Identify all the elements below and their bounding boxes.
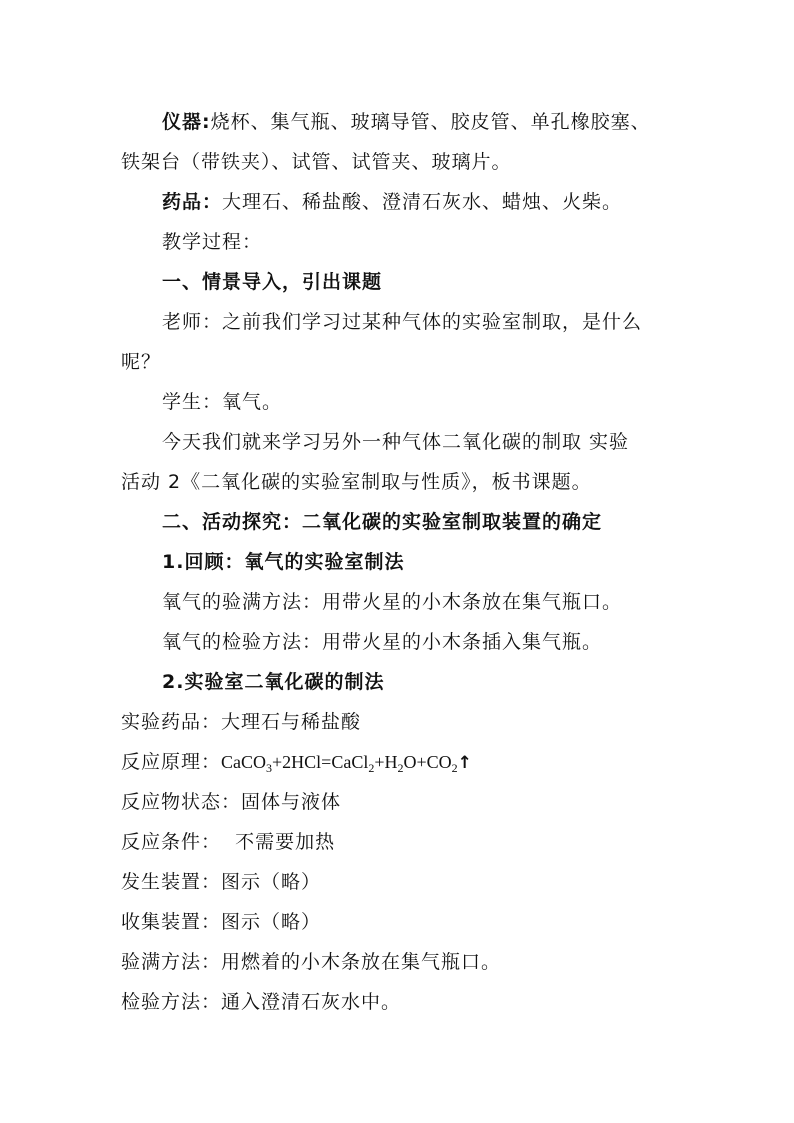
generator-item: 发生装置：图示（略） [121,871,322,893]
teacher-line: 老师：之前我们学习过某种气体的实验室制取，是什么 [162,311,643,333]
intro-line: 今天我们就来学习另外一种气体二氧化碳的制取 实验 [162,431,630,453]
reaction-formula: $CaCO_3+2HCl=CaCl_2+H_2O+CO_2↑$ [221,752,472,775]
gas-arrow-icon: ↑ [457,753,472,773]
subheading-1: 1.回顾：氧气的实验室制法 [162,551,405,573]
principle-label: 反应原理： [121,751,222,773]
instruments-label: 仪器: [162,111,211,133]
drugs-label: 药品： [162,191,223,213]
teaching-process: 教学过程： [162,231,263,253]
drugs-item: 实验药品：大理石与稀盐酸 [121,711,362,733]
section-heading-2: 二、活动探究：二氧化碳的实验室制取装置的确定 [162,511,603,533]
intro-line-cont: 活动 2《二氧化碳的实验室制取与性质》，板书课题。 [121,471,592,493]
teacher-line-cont: 呢？ [121,351,162,373]
student-line: 学生：氧气。 [162,391,283,413]
principle-item [121,748,472,776]
oxygen-full-test: 氧气的验满方法：用带火星的小木条放在集气瓶口。 [162,591,623,613]
check-item: 检验方法：通入澄清石灰水中。 [121,991,402,1013]
drugs-text: 大理石、稀盐酸、澄清石灰水、蜡烛、火柴。 [222,191,623,213]
subheading-2: 2.实验室二氧化碳的制法 [162,671,385,693]
full-test-item: 验满方法：用燃着的小木条放在集气瓶口。 [121,951,502,973]
section-heading-1: 一、情景导入，引出课题 [162,271,383,293]
state-item: 反应物状态：固体与液体 [121,791,342,813]
instruments-line-cont: 铁架台（带铁夹）、试管、试管夹、玻璃片。 [121,151,512,173]
instruments-line [162,108,651,136]
condition-item: 反应条件： 不需要加热 [121,831,336,853]
oxygen-check: 氧气的检验方法：用带火星的小木条插入集气瓶。 [162,631,603,653]
collector-item: 收集装置：图示（略） [121,911,322,933]
instruments-text: 烧杯、集气瓶、玻璃导管、胶皮管、单孔橡胶塞、 [210,111,651,133]
drugs-line [162,188,622,216]
